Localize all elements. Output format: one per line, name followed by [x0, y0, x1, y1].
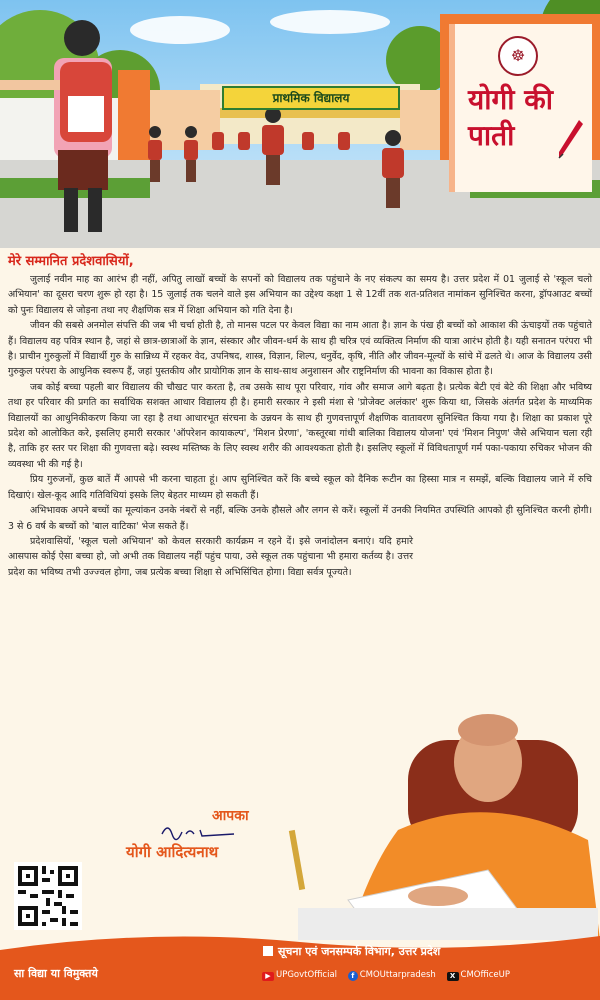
youtube-handle[interactable]: ▶ UPGovtOfficial	[262, 970, 337, 981]
chief-minister-portrait	[288, 700, 600, 940]
paragraph-5: अभिभावक अपने बच्चों का मूल्यांकन उनके नंबरों से नहीं, बल्कि उनके हौसले और लगन से करें। स्कूलों में उनकी नियमित उपस्थिति आपको ही सुनिश्चित करनी होगी। 3 से 6 वर्ष के बच्चों को 'बाल वाटिका' भेज सकते हैं।	[8, 505, 592, 532]
closing-word: आपका	[212, 808, 249, 824]
series-logo-title: योगी की पाती	[468, 83, 554, 152]
pen-icon	[555, 118, 585, 162]
paragraph-1: जुलाई नवीन माह का आरंभ ही नहीं, अपितु लाखों बच्चों के सपनों को विद्यालय तक पहुंचाने के नए संकल्प का समय है। उत्तर प्रदेश में 01 जुलाई से 'स्कूल चलो अभियान' का दूसरा चरण शुरू हो रहा है। 15 जुलाई तक चलने वाले इस अभियान का उद्देश्य कक्षा 1 से 12वीं तक शत-प्रतिशत नामांकन सुनिश्चित करना, ड्रॉपआउट बच्चों को पुनः विद्यालय से जोड़ना तथा नए शैक्षणिक सत्र में शिक्षा अभियान को गति देना है।	[8, 274, 592, 316]
letter-body	[8, 254, 592, 580]
youtube-icon: ▶	[262, 972, 274, 981]
up-emblem-icon: ☸	[498, 36, 538, 76]
sanskrit-motto: सा विद्या या विमुक्तये	[14, 967, 98, 980]
social-handles	[262, 970, 518, 981]
paragraph-3: जब कोई बच्चा पहली बार विद्यालय की चौखट पार करता है, तब उसके साथ पूरा परिवार, गांव और समाज आगे बढ़ता है। प्रत्येक बेटी एवं बेटे की शिक्षा और भविष्य तथा हर परिवार की प्रगति का सर्वाधिक सशक्त आधार विद्यालय ही है। हमारी सरकार ने इसी मंशा से 'प्रोजेक्ट अलंकार' शुरू किया था, जिसके अंतर्गत प्रदेश के माध्यमिक विद्यालयों का आधुनिकीकरण किया जा रहा है तथा आधारभूत संरचना के उन्नयन के साथ ही गुणवत्तापूर्ण शैक्षणिक वातावरण सुनिश्चित किया गया है। शिक्षा का प्रकाश पूरे प्रदेश को आलोकित करे, इसलिए हमारी सरकार 'ऑपरेशन कायाकल्प', 'मिशन प्रेरणा', 'कस्तूरबा गांधी बालिका विद्यालय योजना' एवं 'मिशन निपुण' जैसे अभियान चला रही है, ताकि हर स्तर पर शिक्षा की गुणवत्ता बढ़े। स्वस्थ मस्तिष्क के लिए स्वस्थ शरीर की आवश्यकता होती है। इसलिए स्कूलों में विविधतापूर्ण गर्म पका-पकाया रुचिकर भोजन की व्यवस्था भी की गई है।	[8, 381, 592, 470]
x-handle[interactable]: X CMOfficeUP	[447, 970, 510, 981]
signatory-name: योगी आदित्यनाथ	[126, 843, 219, 861]
paragraph-4: प्रिय गुरुजनों, कुछ बातें मैं आपसे भी करना चाहता हूं। आप सुनिश्चित करें कि बच्चे स्कूल को दैनिक रूटीन का हिस्सा मात्र न समझें, बल्कि विद्यालय जाने में रुचि दिखाएं। खेल-कूद आदि गतिविधियां इसके लिए बेहतर माध्यम हो सकती हैं।	[8, 474, 592, 501]
paragraph-2: जीवन की सबसे अनमोल संपत्ति की जब भी चर्चा होती है, तो मानस पटल पर केवल विद्या का नाम आता है। ज्ञान के पंख ही बच्चों को आकाश की ऊंचाइयों तक पहुंचाते हैं। विद्यालय वह पवित्र स्थान है, जहां से छात्र-छात्राओं के ज्ञान, संस्कार और जीवन-धर्म के साथ ही चरित्र एवं व्यक्तित्व निर्माण की यात्रा आरंभ होती है। यही सनातन परंपरा भी है। प्राचीन गुरुकुलों में विद्यार्थी गुरु के सान्निध्य में रहकर वेद, उपनिषद, शास्त्र, विज्ञान, शिल्प, धनुर्वेद, कृषि, नीति और जीवन-मूल्यों के सांचे में ढलते थे। आज के विद्यालय उसी गुरुकुल परंपरा के आधुनिक स्वरूप हैं, जहां पुस्तकीय और प्रायोगिक ज्ञान के साथ-साथ अनुशासन और राष्ट्रनिर्माण की भावना का विकास होता है।	[8, 320, 592, 378]
school-signboard: प्राथमिक विद्यालय	[222, 86, 400, 110]
department-logo-icon	[262, 945, 274, 957]
facebook-handle[interactable]: f CMOUttarpradesh	[348, 970, 436, 981]
paragraph-6: प्रदेशवासियों, 'स्कूल चलो अभियान' को केवल सरकारी कार्यक्रम न रहने दें। इसे जनांदोलन बनाएं। यदि हमारे आसपास कोई ऐसा बच्चा हो, जो अभी तक विद्यालय नहीं पहुंच पाया, उसे स्कूल तक पहुंचाना भी हमारा कर्तव्य है। उत्तर प्रदेश का भविष्य तभी उज्ज्वल होगा, जब प्रत्येक बच्चा शिक्षा से अभिसिंचित होगा। विद्या सर्वत्र पूज्यते।	[8, 535, 413, 578]
facebook-icon: f	[348, 971, 358, 981]
qr-code[interactable]	[14, 862, 82, 930]
x-icon: X	[447, 972, 459, 981]
salutation: मेरे सम्मानित प्रदेशवासियों,	[8, 254, 134, 269]
department-name: सूचना एवं जनसम्पर्क विभाग, उत्तर प्रदेश	[278, 945, 441, 958]
department-credit	[262, 944, 440, 959]
